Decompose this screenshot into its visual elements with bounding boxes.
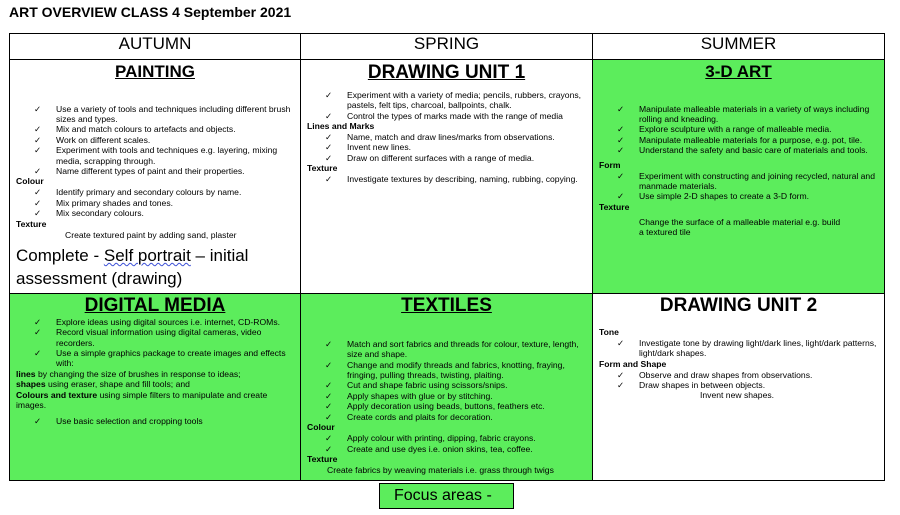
painting-texture-text: Create textured paint by adding sand, plaster — [65, 229, 237, 240]
list-item: ✓ Experiment with a variety of media; pencils, rubbers, crayons, pastels, felt tips, charcoal, ballpoints, chalk. — [347, 90, 586, 111]
list-item: ✓ Mix primary shades and tones. — [56, 198, 294, 208]
document-title: ART OVERVIEW CLASS 4 September 2021 — [9, 4, 292, 20]
list-item: ✓ Mix and match colours to artefacts and objects. — [56, 124, 294, 134]
drawing-unit-2-title: DRAWING UNIT 2 — [659, 295, 818, 316]
3d-art-list — [593, 104, 884, 156]
list-item: ✓ Name, match and draw lines/marks from observations. — [347, 132, 586, 142]
list-item: ✓ Create and use dyes i.e. onion skins, tea, coffee. — [347, 444, 586, 454]
list-item: ✓ Investigate tone by drawing light/dark lines, light/dark patterns, light/dark shapes. — [639, 338, 878, 359]
digital-media-cell — [10, 294, 301, 481]
list-item: ✓ Draw shapes in between objects. — [639, 380, 878, 390]
list-item: ✓ Name different types of paint and their properties. — [56, 166, 294, 176]
list-item: ✓ Invent new lines. — [347, 142, 586, 152]
painting-list — [10, 104, 300, 177]
digital-lines-text: by changing the size of brushes in response to ideas; — [35, 368, 241, 379]
list-item: ✓ Use basic selection and cropping tools — [56, 416, 294, 426]
digital-media-list — [10, 317, 300, 369]
season-summer: SUMMER — [593, 34, 885, 60]
list-item: ✓ Control the types of marks made with the range of media — [347, 111, 586, 121]
list-item: ✓ Identify primary and secondary colours by name. — [56, 187, 294, 197]
list-item: ✓ Use a variety of tools and techniques including different brush sizes and types. — [56, 104, 294, 125]
digital-lines-bold: lines — [16, 368, 36, 379]
drawing-1-lines-heading: Lines and Marks — [307, 121, 375, 132]
list-item: ✓ Apply decoration using beads, buttons, feathers etc. — [347, 401, 586, 411]
digital-colours-text: using simple filters to manipulate and create images. — [16, 389, 268, 411]
list-item: ✓ Understand the safety and basic care of materials and tools. — [639, 145, 878, 155]
3d-art-title: 3-D ART — [705, 62, 772, 81]
list-item: ✓ Observe and draw shapes from observations. — [639, 370, 878, 380]
drawing-1-lines-list — [301, 132, 592, 163]
list-item: ✓ Change and modify threads and fabrics, knotting, fraying, fringing, pulling threads, twisting, plaiting. — [347, 360, 586, 381]
3d-art-form-list — [593, 171, 884, 202]
drawing-unit-1-title: DRAWING UNIT 1 — [367, 62, 526, 83]
painting-colour-list — [10, 187, 300, 218]
complete-note — [16, 244, 294, 290]
3d-art-form-heading: Form — [599, 159, 621, 170]
complete-suffix: – initial assessment (drawing) — [16, 246, 249, 289]
drawing-1-texture-heading: Texture — [307, 163, 338, 174]
list-item: ✓ Work on different scales. — [56, 135, 294, 145]
painting-cell — [10, 60, 301, 294]
textiles-title: TEXTILES — [401, 295, 492, 316]
drawing-2-tone-heading: Tone — [599, 326, 619, 337]
drawing-1-list — [301, 90, 592, 121]
list-item: ✓ Match and sort fabrics and threads for colour, texture, length, size and shape. — [347, 339, 586, 360]
list-item: ✓ Create cords and plaits for decoration. — [347, 412, 586, 422]
list-item: ✓ Experiment with constructing and joining recycled, natural and manmade materials. — [639, 171, 878, 192]
digital-media-title: DIGITAL MEDIA — [84, 295, 226, 316]
digital-shapes-line — [16, 379, 294, 389]
complete-prefix: Complete - — [16, 246, 104, 266]
textiles-colour-list — [301, 433, 592, 454]
list-item: ✓ Record visual information using digital cameras, video recorders. — [56, 327, 294, 348]
drawing-2-tone-list — [593, 338, 884, 359]
list-item: ✓ Investigate textures by describing, naming, rubbing, copying. — [347, 174, 586, 184]
drawing-unit-2-cell — [593, 294, 885, 481]
textiles-texture-text: Create fabrics by weaving materials i.e. grass through twigs — [327, 464, 554, 475]
list-item: ✓ Manipulate malleable materials in a variety of ways including rolling and kneading. — [639, 104, 878, 125]
list-item: ✓ Experiment with tools and techniques e.g. layering, mixing media, scrapping through. — [56, 145, 294, 166]
list-item: ✓ Manipulate malleable materials for a purpose, e.g. pot, tile. — [639, 135, 878, 145]
textiles-colour-heading: Colour — [307, 422, 335, 433]
focus-areas-label: Focus areas - — [379, 483, 514, 509]
list-item: ✓ Apply shapes with glue or by stitching. — [347, 391, 586, 401]
drawing-unit-1-cell — [301, 60, 593, 294]
drawing-2-form-heading: Form and Shape — [599, 358, 667, 369]
list-item: ✓ Apply colour with printing, dipping, fabric crayons. — [347, 433, 586, 443]
3d-art-texture-text: Change the surface of a malleable material e.g. build a textured tile — [639, 216, 841, 238]
season-spring: SPRING — [301, 34, 593, 60]
3d-art-texture-heading: Texture — [599, 201, 630, 212]
digital-colours-line — [16, 390, 294, 411]
list-item: ✓ Explore sculpture with a range of malleable media. — [639, 124, 878, 134]
painting-colour-heading: Colour — [16, 176, 44, 187]
drawing-1-texture-list — [301, 174, 592, 184]
textiles-texture-heading: Texture — [307, 453, 338, 464]
list-item: ✓ Draw on different surfaces with a range of media. — [347, 153, 586, 163]
digital-lines-line — [16, 369, 294, 379]
textiles-cell — [301, 294, 593, 481]
season-autumn: AUTUMN — [10, 34, 301, 60]
list-item: ✓ Use a simple graphics package to create images and effects with: — [56, 348, 294, 369]
overview-table — [9, 33, 885, 481]
list-item: ✓ Mix secondary colours. — [56, 208, 294, 218]
season-header-row — [10, 34, 885, 60]
list-item: ✓ Explore ideas using digital sources i.e. internet, CD-ROMs. — [56, 317, 294, 327]
digital-shapes-text: using eraser, shape and fill tools; and — [45, 379, 190, 390]
textiles-list — [301, 339, 592, 422]
complete-self-portrait: Self portrait — [103, 246, 191, 266]
digital-shapes-bold: shapes — [16, 379, 46, 390]
painting-title: PAINTING — [115, 62, 195, 81]
3d-art-cell — [593, 60, 885, 294]
digital-media-final-list — [10, 416, 300, 426]
list-item: ✓ Cut and shape fabric using scissors/snips. — [347, 380, 586, 390]
painting-texture-heading: Texture — [16, 218, 47, 229]
drawing-2-form-list — [593, 370, 884, 391]
drawing-2-form-text: Invent new shapes. — [700, 390, 775, 401]
list-item: ✓ Use simple 2-D shapes to create a 3-D form. — [639, 191, 878, 201]
digital-colours-bold: Colours and texture — [16, 389, 98, 400]
